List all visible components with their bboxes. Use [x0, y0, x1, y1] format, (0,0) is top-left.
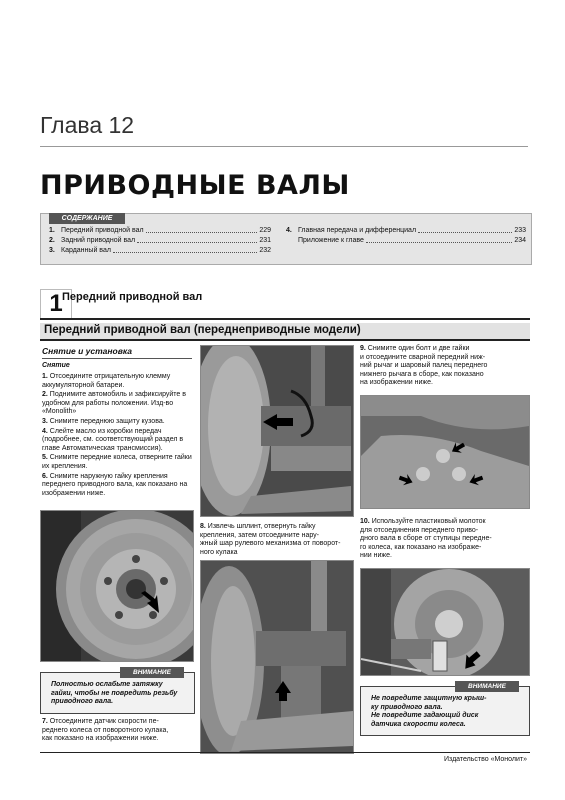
step-10: 10. Используйте пластиковый молоток для отсоединения переднего приво- дного вала в сборе от ступицы передне- го колеса, как показано на изображе- нии ниже.: [360, 518, 492, 560]
toc-header: СОДЕРЖАНИЕ: [49, 213, 125, 224]
footer-rule: [40, 752, 530, 753]
step-7: 7. Отсоедините датчик скорости пе- реднего колеса от поворотного кулака, как показано на изображении ниже.: [42, 718, 169, 743]
section-rule: [40, 318, 530, 320]
table-of-contents: [40, 213, 532, 265]
procedure-rule: [42, 358, 192, 359]
step-8: 8. Извлечь шплинт, отвернуть гайку крепления, затем отсоедините нару- жный шар рулевого механизма от поворот- ного кулака: [200, 523, 341, 556]
publisher-footer: Издательство «Монолит»: [443, 756, 527, 763]
section-title: Передний приводной вал: [62, 291, 203, 303]
procedure-heading: Снятие и установка: [42, 346, 133, 356]
step-item: 2. Поднимите автомобиль и зафиксируйте в удобном для работы положении. Изд-во «Monolith»: [42, 391, 186, 416]
brake-disc-photo: [40, 510, 194, 662]
step-9: 9. Снимите один болт и две гайки и отсоедините сварной передний ниж- ний рычаг и шаровый палец переднего нижнего рычага в сборе, как показано на изображении ниже.: [360, 345, 488, 387]
warning-label-right: ВНИМАНИЕ: [455, 681, 519, 692]
toc-right-column: [286, 226, 526, 246]
toc-entry[interactable]: 3. Карданный вал 232: [49, 247, 271, 254]
toc-entry[interactable]: 2. Задний приводной вал 231: [49, 237, 271, 244]
suspension-photo-1: [200, 345, 354, 517]
step-item: 1. Отсоедините отрицательную клемму аккумуляторной батареи.: [42, 373, 171, 389]
page-title: ПРИВОДНЫЕ ВАЛЫ: [40, 170, 350, 201]
toc-left-column: [49, 226, 271, 256]
step-item: 3. Снимите переднюю защиту кузова.: [42, 417, 165, 425]
warning-text-right: Не повредите защитную крыш- ку приводного вала. Не повредите задающий диск датчика скорости колеса.: [371, 695, 487, 728]
steps-list: [42, 373, 194, 499]
step-item: 4. Слейте масло из коробки передач (подробнее, см. соответствующий раздел в главе Автоматическая трансмиссия).: [42, 427, 184, 452]
warning-box-right: [360, 683, 530, 736]
warning-text: Полностью ослабьте затяжку гайки, чтобы не повредить резьбу приводного вала.: [51, 681, 178, 706]
header-rule: [40, 146, 528, 147]
section-number: 1: [40, 289, 72, 319]
step-item: 5. Снимите передние колеса, отверните гайки их крепления.: [42, 454, 192, 470]
warning-label: ВНИМАНИЕ: [120, 667, 184, 678]
toc-entry[interactable]: 1. Передний приводной вал 229: [49, 227, 271, 234]
removal-heading: Снятие: [42, 362, 70, 369]
toc-entry[interactable]: Приложение к главе 234: [298, 237, 526, 244]
hub-photo: [360, 568, 530, 676]
warning-box-left: [40, 669, 195, 714]
toc-entry[interactable]: 4. Главная передача и дифференциал 233: [286, 227, 526, 234]
lower-arm-photo: [360, 395, 530, 509]
step-item: 6. Снимите наружную гайку крепления переднего приводного вала, как показано на изображении ниже.: [42, 472, 188, 497]
subheading: Передний приводной вал (переднеприводные модели): [44, 324, 361, 336]
chapter-label: Глава 12: [40, 112, 135, 138]
suspension-photo-2: [200, 560, 354, 754]
